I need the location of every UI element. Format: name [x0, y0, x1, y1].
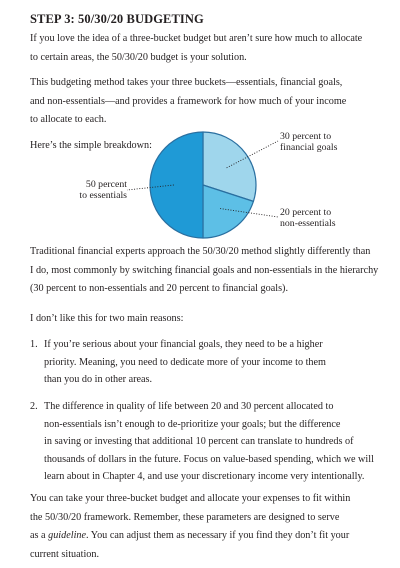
slice-label-essentials — [72, 179, 127, 201]
slice-label-financial-goals-line-2: financial goals — [280, 142, 338, 153]
reason-1-line-3: than you do in other areas. — [44, 374, 153, 385]
traditional-line-1: Traditional financial experts approach the 50/30/20 method slightly differently than — [30, 246, 371, 257]
slice-label-non-essentials-line-2: non-essentials — [280, 218, 336, 229]
section-heading: STEP 3: 50/30/20 BUDGETING — [30, 12, 204, 26]
traditional-line-3: (30 percent to non-essentials and 20 percent to financial goals). — [30, 283, 288, 294]
closing-line-1: You can take your three-bucket budget and allocate your expenses to fit within — [30, 493, 351, 504]
closing-paragraph — [30, 490, 380, 564]
slice-label-financial-goals — [280, 131, 337, 153]
reason-number-1: 1. — [30, 339, 38, 350]
closing-line-2: the 50/30/20 framework. Remember, these parameters are designed to serve — [30, 511, 340, 523]
reason-body-1 — [44, 336, 380, 389]
slice-label-essentials-line-2: to essentials — [79, 190, 127, 201]
closing-line-3-pre: as a — [30, 530, 49, 541]
closing-line-4: current situation. — [30, 548, 100, 560]
pie-slice-essentials — [150, 132, 203, 238]
reason-item-1 — [30, 336, 380, 392]
method-line-3: to allocate to each. — [30, 114, 107, 125]
traditional-paragraph — [30, 243, 380, 299]
method-line-2: and non-essentials—and provides a framework for how much of your income — [30, 95, 347, 107]
reason-1-line-1: If you’re serious about your financial goals, they need to be a higher — [44, 339, 323, 350]
reason-2-line-1: The difference in quality of life between 20 and 30 percent allocated to — [44, 401, 334, 412]
slice-label-essentials-line-1: 50 percent — [85, 179, 127, 190]
slice-label-non-essentials — [280, 207, 336, 229]
guideline-emphasis: guideline — [48, 530, 87, 541]
reason-2-line-4: thousands of dollars in the future. Focus on value-based spending, which we will — [44, 453, 374, 465]
reason-2-line-5: learn about in Chapter 4, and use your discretionary income very intentionally. — [44, 471, 365, 482]
closing-line-3-post: . You can adjust them as necessary if you find they don’t fit your — [86, 530, 350, 541]
reason-body-2 — [44, 398, 380, 486]
slice-label-non-essentials-line-1: 20 percent to — [280, 207, 332, 218]
breakdown-label: Here’s the simple breakdown: — [30, 140, 152, 151]
reason-number-2: 2. — [30, 401, 38, 412]
intro-line-1: If you love the idea of a three-bucket budget but aren’t sure how much to allocate — [30, 33, 363, 44]
reasons-intro: I don’t like this for two main reasons: — [30, 313, 184, 324]
slice-label-financial-goals-line-1: 30 percent to — [280, 131, 332, 142]
reason-1-line-2: priority. Meaning, you need to dedicate more of your income to them — [44, 356, 326, 368]
method-line-1: This budgeting method takes your three buckets—essentials, financial goals, — [30, 77, 343, 88]
reason-2-line-3: in saving or investing that additional 10 percent can translate to hundreds of — [44, 436, 354, 447]
reason-item-2 — [30, 398, 380, 490]
reason-2-line-2: non-essentials isn’t enough to de-prioritize your goals; but the difference — [44, 418, 341, 430]
traditional-line-2: I do, most commonly by switching financial goals and non-essentials in the hierarchy — [30, 264, 379, 276]
intro-line-2: to certain areas, the 50/30/20 budget is your solution. — [30, 51, 247, 63]
